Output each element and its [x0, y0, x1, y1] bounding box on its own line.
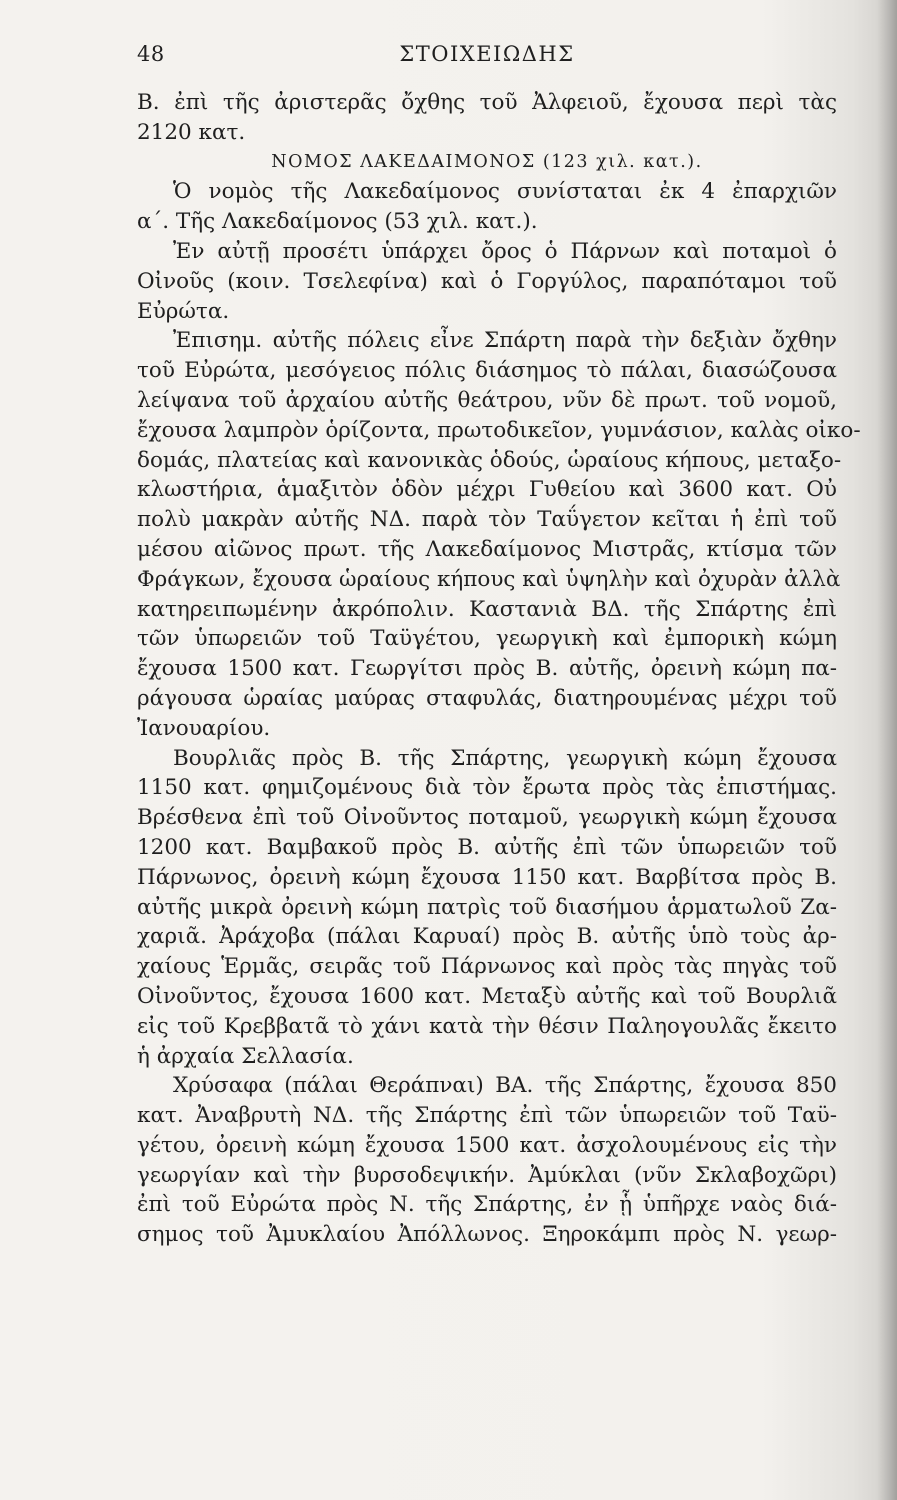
text-line: ἔχουσα 1500 κατ. Γεωργίτσι πρὸς Β. αὐτῆς, ὀρεινὴ κώμη πα- — [137, 656, 837, 682]
page-edge-shadow — [877, 0, 897, 1500]
section-heading: ΝΟΜΟΣ ΛΑΚΕΔΑΙΜΟΝΟΣ (123 χιλ. κατ.). — [271, 151, 703, 172]
text-line: κατηρειπωμένην ἀκρόπολιν. Καστανιὰ ΒΔ. τῆς Σπάρτης ἐπὶ — [137, 596, 837, 622]
text-line: εἰς τοῦ Κρεββατᾶ τὸ χάνι κατὰ τὴν θέσιν Παληογουλᾶς ἔκειτο — [137, 1013, 837, 1039]
text-line: δομάς, πλατείας καὶ κανονικὰς ὁδούς, ὡραίους κήπους, μεταξο- — [137, 447, 842, 473]
text-line: ράγουσα ὡραίας μαύρας σταφυλάς, διατηρουμένας μέχρι τοῦ — [137, 685, 837, 711]
text-line: αὐτῆς μικρὰ ὀρεινὴ κώμη πατρὶς τοῦ διασήμου ἁρματωλοῦ Ζα- — [137, 894, 837, 920]
text-line: Χρύσαφα (πάλαι Θεράπναι) ΒΑ. τῆς Σπάρτης, ἔχουσα 850 — [173, 1073, 837, 1099]
text-line: Φράγκων, ἔχουσα ὡραίους κήπους καὶ ὑψηλὴν καὶ ὀχυρὰν ἀλλὰ — [137, 566, 841, 592]
text-line: μέσου αἰῶνος πρωτ. τῆς Λακεδαίμονος Μιστρᾶς, κτίσμα τῶν — [137, 536, 837, 562]
text-line: Ὁ νομὸς τῆς Λακεδαίμονος συνίσταται ἐκ 4 ἐπαρχιῶν — [173, 179, 837, 205]
text-line: Πάρνωνος, ὀρεινὴ κώμη ἔχουσα 1150 κατ. Βαρβίτσα πρὸς Β. — [137, 864, 837, 890]
running-head: ΣΤΟΙΧΕΙΩΔΗΣ — [399, 42, 575, 66]
text-line: 1200 κατ. Βαμβακοῦ πρὸς Β. αὐτῆς ἐπὶ τῶν ὑπωρειῶν τοῦ — [137, 834, 837, 860]
text-line: χαίους Ἑρμᾶς, σειρᾶς τοῦ Πάρνωνος καὶ πρὸς τὰς πηγὰς τοῦ — [137, 954, 837, 980]
text-line: τῶν ὑπωρειῶν τοῦ Ταϋγέτου, γεωργικὴ καὶ ἐμπορικὴ κώμη — [137, 626, 837, 652]
text-line: Οἰνοῦντος, ἔχουσα 1600 κατ. Μεταξὺ αὐτῆς καὶ τοῦ Βουρλιᾶ — [137, 983, 837, 1009]
text-line: ἐπὶ τοῦ Εὐρώτα πρὸς Ν. τῆς Σπάρτης, ἐν ᾗ ὑπῆρχε ναὸς διά- — [137, 1192, 837, 1218]
text-line: Ἐπισημ. αὐτῆς πόλεις εἶνε Σπάρτη παρὰ τὴν δεξιὰν ὄχθην — [173, 328, 837, 354]
text-line: Βρέσθενα ἐπὶ τοῦ Οἰνοῦντος ποταμοῦ, γεωργικὴ κώμη ἔχουσα — [137, 805, 837, 831]
text-line: σημος τοῦ Ἀμυκλαίου Ἀπόλλωνος. Ξηροκάμπι πρὸς Ν. γεωρ- — [137, 1222, 837, 1248]
text-line: γέτου, ὀρεινὴ κώμη ἔχουσα 1500 κατ. ἀσχολουμένους εἰς τὴν — [137, 1132, 837, 1158]
text-line: α΄. Τῆς Λακεδαίμονος (53 χιλ. κατ.). — [137, 209, 538, 235]
page-number: 48 — [137, 42, 165, 66]
page-header — [137, 42, 837, 72]
text-line: κατ. Ἀναβρυτὴ ΝΔ. τῆς Σπάρτης ἐπὶ τῶν ὑπωρειῶν τοῦ Ταϋ- — [137, 1103, 837, 1129]
text-line: Βουρλιᾶς πρὸς Β. τῆς Σπάρτης, γεωργικὴ κώμη ἔχουσα — [173, 745, 837, 771]
text-line: κλωστήρια, ἁμαξιτὸν ὁδὸν μέχρι Γυθείου καὶ 3600 κατ. Οὐ — [137, 477, 837, 503]
text-line: Οἰνοῦς (κοιν. Τσελεφίνα) καὶ ὁ Γοργύλος, παραπόταμοι τοῦ — [137, 268, 837, 294]
text-line: τοῦ Εὐρώτα, μεσόγειος πόλις διάσημος τὸ πάλαι, διασώζουσα — [137, 358, 837, 384]
text-line: ἡ ἀρχαία Σελλασία. — [137, 1043, 354, 1069]
text-line: Ἰανουαρίου. — [137, 715, 271, 741]
text-line: χαριᾶ. Ἀράχοβα (πάλαι Καρυαί) πρὸς Β. αὐτῆς ὑπὸ τοὺς ἀρ- — [137, 924, 837, 950]
text-line: Β. ἐπὶ τῆς ἀριστερᾶς ὄχθης τοῦ Ἀλφειοῦ, ἔχουσα περὶ τὰς — [137, 90, 837, 115]
body-text — [137, 88, 861, 1250]
text-line: πολὺ μακρὰν αὐτῆς ΝΔ. παρὰ τὸν Ταΰγετον κεῖται ἡ ἐπὶ τοῦ — [137, 507, 837, 533]
text-line: γεωργίαν καὶ τὴν βυρσοδεψικήν. Ἀμύκλαι (νῦν Σκλαβοχῶρι) — [137, 1162, 837, 1188]
text-line: 2120 κατ. — [137, 119, 246, 145]
text-line: Εὐρώτα. — [137, 298, 230, 324]
text-line: 1150 κατ. φημιζομένους διὰ τὸν ἔρωτα πρὸς τὰς ἐπιστήμας. — [137, 775, 837, 801]
text-line: ἔχουσα λαμπρὸν ὁρίζοντα, πρωτοδικεῖον, γυμνάσιον, καλὰς οἰκο- — [137, 417, 861, 443]
text-line: λείψανα τοῦ ἀρχαίου αὐτῆς θεάτρου, νῦν δὲ πρωτ. τοῦ νομοῦ, — [137, 387, 837, 413]
text-line: Ἐν αὐτῇ προσέτι ὑπάρχει ὄρος ὁ Πάρνων καὶ ποταμοὶ ὁ — [173, 238, 837, 264]
